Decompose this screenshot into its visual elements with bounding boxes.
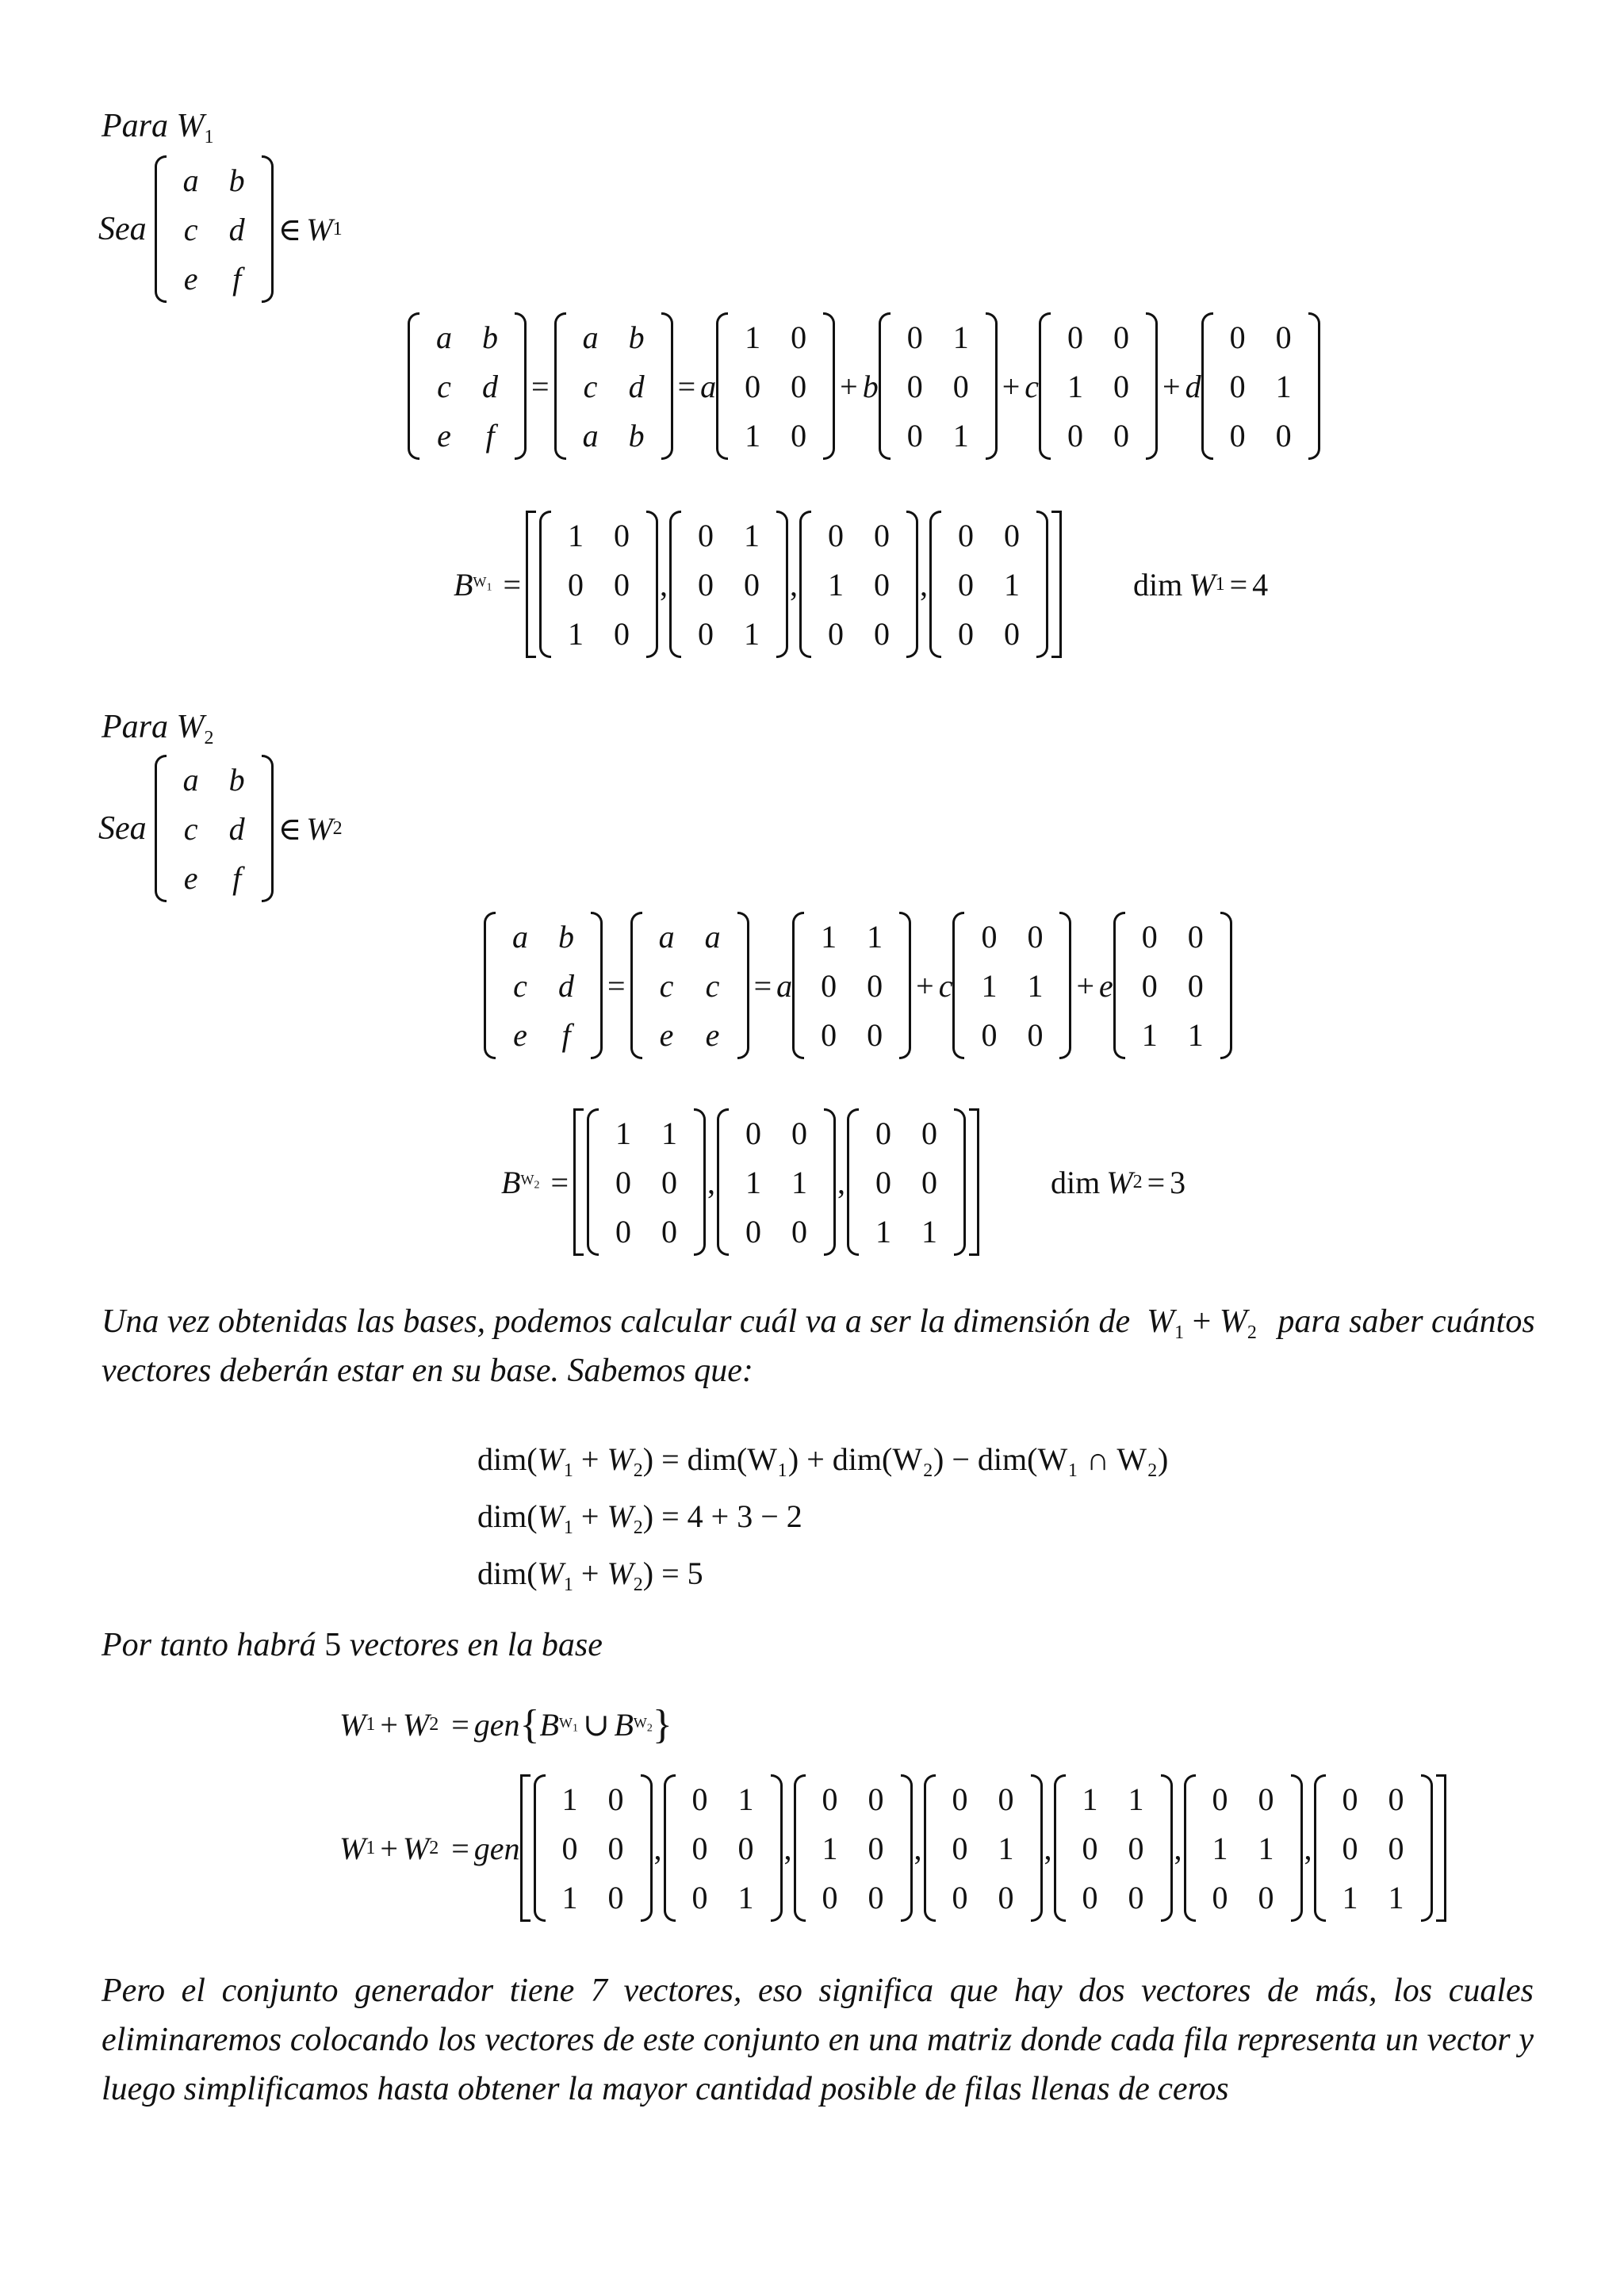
basis-matrix <box>879 312 998 460</box>
matrix-entry: 0 <box>1229 417 1246 453</box>
sea-w1-statement: Sea a b c d e f ∈ W 1 <box>98 155 343 303</box>
matrix-entry: f <box>232 260 242 297</box>
matrix-entry: a <box>704 918 721 955</box>
matrix-entry: c <box>437 368 451 404</box>
matrix-entry: 1 <box>1275 368 1292 404</box>
paragraph-text: vectores deberán estar en su base. Sabemos que: <box>102 1353 753 1389</box>
comma-separator: , <box>914 1830 922 1866</box>
paragraph-line: eliminaremos colocando los vectores de este conjunto en una matriz donde cada fila representa un vector y <box>102 2022 1534 2058</box>
matrix-entry: 0 <box>745 368 761 404</box>
dim-value-w1: 4 <box>1252 566 1269 603</box>
matrix-entry: 1 <box>981 967 998 1004</box>
matrix-entry: d <box>558 967 574 1004</box>
matrix-entry: 0 <box>1229 319 1246 355</box>
matrix-entry: 1 <box>1082 1781 1098 1817</box>
matrix-entry: a <box>658 918 675 955</box>
matrix-entry: 0 <box>828 517 844 553</box>
matrix-entry: 0 <box>868 1781 884 1817</box>
matrix-entry: 0 <box>958 517 974 553</box>
basis-matrix <box>847 1108 966 1256</box>
matrix-entry: 0 <box>745 1213 761 1249</box>
vector-count: 5 <box>324 1627 342 1663</box>
matrix-entry: 0 <box>875 1164 891 1200</box>
matrix-entry: 1 <box>1067 368 1084 404</box>
generic-matrix-w1 <box>155 155 274 303</box>
matrix-entry: 0 <box>958 615 974 652</box>
paragraph-line: luego simplificamos hasta obtener la mayor cantidad posible de filas llenas de ceros <box>102 2071 1229 2107</box>
matrix-entry: 0 <box>874 615 890 652</box>
basis-matrix <box>1113 912 1232 1059</box>
basis-matrix <box>924 1774 1043 1922</box>
matrix-entry: 0 <box>1342 1830 1358 1866</box>
matrix-entry: 1 <box>744 517 760 553</box>
basis-matrix <box>669 511 788 658</box>
matrix-entry: f <box>232 859 242 896</box>
matrix-entry: 0 <box>661 1164 677 1200</box>
paragraph-text: para saber cuántos <box>1277 1303 1535 1340</box>
matrix-entry: 0 <box>1128 1830 1144 1866</box>
coeff: a <box>700 368 717 404</box>
comma-separator: , <box>1174 1830 1182 1866</box>
matrix-entry: 0 <box>1027 918 1044 955</box>
matrix-entry: 0 <box>744 566 760 603</box>
dim-label: dim <box>1051 1164 1101 1200</box>
matrix-entry: b <box>482 319 498 355</box>
matrix-entry: 0 <box>1082 1830 1098 1866</box>
generic-matrix <box>484 912 603 1059</box>
matrix-entry: 1 <box>561 1781 578 1817</box>
matrix-entry: d <box>628 368 645 404</box>
matrix-entry: 1 <box>661 1115 677 1151</box>
matrix-entry: 0 <box>791 1115 807 1151</box>
matrix-entry: 1 <box>745 319 761 355</box>
basis-w1: B $W_1$ = 1 0 0 0 1 0 , 0 1 0 0 0 1 , 0 0 1 0 0 0 , 0 0 0 1 0 0 dim W 1 = 4 <box>454 511 1268 658</box>
matrix-entry: 1 <box>1027 967 1044 1004</box>
matrix-entry: 0 <box>791 368 807 404</box>
matrix-entry: 0 <box>561 1830 578 1866</box>
basis-set-w1 <box>526 511 1062 658</box>
formula-rhs: = 4 + 3 − 2 <box>661 1498 802 1534</box>
matrix-entry: 0 <box>691 1830 708 1866</box>
matrix-entry: 0 <box>1067 417 1084 453</box>
matrix-entry: 1 <box>737 1879 754 1915</box>
matrix-entry: 0 <box>615 1164 631 1200</box>
matrix-entry: 1 <box>744 615 760 652</box>
matrix-entry: 1 <box>822 1830 838 1866</box>
basis-matrix <box>1201 312 1320 460</box>
w1-decomposition: a b c d e f = a b c d a b = a 1 0 0 0 1 0 + b 0 1 0 0 0 1 + c 0 0 1 0 0 0 + d 0 0 0 1 0 0 <box>408 312 1320 460</box>
matrix-entry: c <box>183 810 198 847</box>
matrix-entry: 0 <box>1004 517 1020 553</box>
matrix-entry: c <box>183 211 198 247</box>
dimension-formula-line: $dim(W_1 + W_2) = 4 + 3 - 2$ <box>477 1498 802 1538</box>
matrix-entry: f <box>485 417 495 453</box>
matrix-entry: b <box>228 162 245 198</box>
matrix-entry: a <box>582 417 599 453</box>
para-label: Para <box>102 709 168 745</box>
matrix-entry: 1 <box>821 918 837 955</box>
matrix-entry: 0 <box>906 319 923 355</box>
matrix-entry: 0 <box>822 1879 838 1915</box>
basis-matrix <box>792 912 911 1059</box>
matrix-entry: 0 <box>821 1016 837 1053</box>
comma-separator: , <box>920 566 928 603</box>
matrix-entry: 0 <box>1113 319 1130 355</box>
coeff: b <box>862 368 879 404</box>
matrix-entry: 0 <box>1187 967 1204 1004</box>
matrix-entry: 0 <box>821 967 837 1004</box>
matrix-entry: 0 <box>874 517 890 553</box>
sea-w2-statement: Sea a b c d e f ∈ W 2 <box>98 755 343 902</box>
matrix-entry: 1 <box>952 319 969 355</box>
paragraph-bases-line1: Una vez obtenidas las bases, podemos calcular cuál va a ser la dimensión de $W_1 + W_2$ para saber cuántos <box>102 1303 1535 1343</box>
sum-gen-union: W 1 + W 2 = gen { B $W_1$ ∪ B $W_2$ } <box>339 1701 672 1747</box>
paragraph-text: Por tanto habrá <box>102 1627 316 1663</box>
matrix-entry: 0 <box>1027 1016 1044 1053</box>
comma-separator: , <box>1044 1830 1052 1866</box>
matrix-entry: 1 <box>952 417 969 453</box>
matrix-entry: 1 <box>867 918 883 955</box>
dimension-formula-line: $dim(W_1 + W_2) = 5$ <box>477 1556 703 1595</box>
matrix-entry: 0 <box>1388 1830 1404 1866</box>
matrix-entry: 0 <box>1004 615 1020 652</box>
matrix-entry: 0 <box>607 1879 624 1915</box>
matrix-entry: 0 <box>1342 1781 1358 1817</box>
dimension-formula-block <box>477 1437 1168 1608</box>
substituted-matrix <box>554 312 673 460</box>
matrix-entry: e <box>705 1016 720 1053</box>
matrix-entry: 0 <box>981 918 998 955</box>
paragraph-generator <box>102 1966 1534 2114</box>
matrix-entry: 0 <box>1212 1879 1228 1915</box>
matrix-entry: a <box>436 319 452 355</box>
matrix-entry: 1 <box>828 566 844 603</box>
matrix-entry: 0 <box>952 368 969 404</box>
matrix-entry: 0 <box>1141 918 1158 955</box>
basis-w2: B $W_2$ = 1 1 0 0 0 0 , 0 0 1 1 0 0 , 0 0 0 0 1 1 dim W 2 = 3 <box>501 1108 1185 1256</box>
comma-separator: , <box>1304 1830 1312 1866</box>
matrix-entry: 0 <box>874 566 890 603</box>
matrix-entry: 1 <box>568 615 584 652</box>
matrix-entry: 0 <box>906 417 923 453</box>
matrix-entry: 0 <box>952 1879 968 1915</box>
matrix-entry: 0 <box>952 1781 968 1817</box>
matrix-entry: 0 <box>691 1781 708 1817</box>
matrix-entry: 0 <box>698 517 714 553</box>
matrix-entry: 0 <box>998 1879 1014 1915</box>
para-label: Para <box>102 108 168 144</box>
matrix-entry: 0 <box>958 566 974 603</box>
para-w1-heading: Para $W_1$ <box>102 108 214 147</box>
matrix-entry: c <box>513 967 527 1004</box>
matrix-entry: 0 <box>1113 417 1130 453</box>
matrix-entry: 1 <box>1342 1879 1358 1915</box>
matrix-entry: 0 <box>875 1115 891 1151</box>
para-w2-heading: Para $W_2$ <box>102 709 214 748</box>
dim-value-w2: 3 <box>1170 1164 1186 1200</box>
basis-matrix <box>717 1108 836 1256</box>
matrix-entry: e <box>183 260 198 297</box>
matrix-entry: c <box>705 967 720 1004</box>
paragraph-text: Una vez obtenidas las bases, podemos calcular cuál va a ser la dimensión de <box>102 1303 1131 1340</box>
coeff: a <box>776 967 793 1004</box>
matrix-entry: 1 <box>737 1781 754 1817</box>
basis-matrix <box>1039 312 1158 460</box>
basis-matrix <box>952 912 1071 1059</box>
matrix-entry: 0 <box>1275 417 1292 453</box>
basis-matrix <box>1314 1774 1433 1922</box>
sum-gen-matrices: W 1 + W 2 = gen 1 0 0 0 1 0 , 0 1 0 0 0 1 , 0 0 1 0 0 0 , 0 0 0 1 0 0 , 1 1 0 0 0 0 , 0 0 1 1 0 0 , 0 0 0 0 1 1 <box>339 1774 1446 1922</box>
matrix-entry: d <box>228 211 245 247</box>
gen-label: gen <box>473 1830 520 1866</box>
matrix-entry: 0 <box>1187 918 1204 955</box>
matrix-entry: 0 <box>921 1164 937 1200</box>
matrix-entry: 0 <box>745 1115 761 1151</box>
matrix-entry: 0 <box>1229 368 1246 404</box>
matrix-entry: 0 <box>1275 319 1292 355</box>
matrix-entry: f <box>561 1016 571 1053</box>
coeff: e <box>1099 967 1113 1004</box>
w2-decomposition: a b c d e f = a a c c e e = a 1 1 0 0 0 0 + c 0 0 1 1 0 0 + e 0 0 0 0 1 1 <box>484 912 1232 1059</box>
matrix-entry: 1 <box>568 517 584 553</box>
paragraph-line: Pero el conjunto generador tiene 7 vectores, eso significa que hay dos vectores de más, los cuales <box>102 1973 1534 2009</box>
substituted-matrix <box>630 912 749 1059</box>
matrix-entry: 0 <box>1258 1781 1274 1817</box>
comma-separator: , <box>707 1164 715 1200</box>
formula-rhs: = dim(W₁) + dim(W₂) − dim(W₁ ∩ W₂) <box>661 1441 1169 1477</box>
coeff: c <box>938 967 953 1004</box>
basis-matrix <box>716 312 835 460</box>
comma-separator: , <box>653 1830 662 1866</box>
matrix-entry: d <box>482 368 498 404</box>
matrix-entry: 0 <box>1141 967 1158 1004</box>
matrix-entry: 0 <box>614 517 630 553</box>
matrix-entry: 0 <box>1067 319 1084 355</box>
basis-matrix <box>587 1108 706 1256</box>
matrix-entry: 1 <box>745 417 761 453</box>
comma-separator: , <box>660 566 668 603</box>
comma-separator: , <box>790 566 798 603</box>
basis-set-w2 <box>573 1108 979 1256</box>
matrix-entry: 1 <box>745 1164 761 1200</box>
matrix-entry: d <box>228 810 245 847</box>
matrix-entry: 0 <box>1258 1879 1274 1915</box>
paragraph-text: vectores en la base <box>349 1627 603 1663</box>
matrix-entry: e <box>183 859 198 896</box>
matrix-entry: 1 <box>921 1213 937 1249</box>
matrix-entry: e <box>513 1016 527 1053</box>
matrix-entry: b <box>558 918 574 955</box>
matrix-entry: b <box>228 761 245 798</box>
matrix-entry: 0 <box>698 566 714 603</box>
coeff: d <box>1185 368 1201 404</box>
matrix-entry: a <box>182 761 199 798</box>
basis-matrix <box>799 511 918 658</box>
matrix-entry: 0 <box>867 1016 883 1053</box>
matrix-entry: 0 <box>607 1830 624 1866</box>
matrix-entry: 0 <box>1212 1781 1228 1817</box>
matrix-entry: e <box>659 1016 674 1053</box>
matrix-entry: 0 <box>698 615 714 652</box>
matrix-entry: 0 <box>615 1213 631 1249</box>
matrix-entry: 1 <box>1258 1830 1274 1866</box>
basis-matrix <box>794 1774 913 1922</box>
matrix-entry: 1 <box>1004 566 1020 603</box>
matrix-entry: 1 <box>1187 1016 1204 1053</box>
matrix-entry: 0 <box>791 319 807 355</box>
matrix-entry: c <box>659 967 674 1004</box>
matrix-entry: 1 <box>1388 1879 1404 1915</box>
matrix-entry: a <box>512 918 528 955</box>
matrix-entry: 0 <box>614 615 630 652</box>
basis-matrix <box>1184 1774 1303 1922</box>
matrix-entry: b <box>628 417 645 453</box>
matrix-entry: 0 <box>998 1781 1014 1817</box>
matrix-entry: 0 <box>568 566 584 603</box>
matrix-entry: 1 <box>561 1879 578 1915</box>
matrix-entry: 0 <box>1388 1781 1404 1817</box>
generator-set <box>520 1774 1446 1922</box>
matrix-entry: 0 <box>822 1781 838 1817</box>
matrix-entry: 0 <box>737 1830 754 1866</box>
matrix-entry: a <box>582 319 599 355</box>
matrix-entry: 0 <box>691 1879 708 1915</box>
matrix-entry: 0 <box>867 967 883 1004</box>
matrix-entry: 1 <box>615 1115 631 1151</box>
dimension-formula-line: $dim(W_1 + W_2) = dim(W_1) + dim(W_2) - dim(W_1$ ∩ W₂) <box>477 1441 1169 1481</box>
matrix-entry: 1 <box>1141 1016 1158 1053</box>
matrix-entry: 1 <box>875 1213 891 1249</box>
dim-label: dim <box>1133 566 1183 603</box>
paragraph-vector-count <box>102 1628 603 1662</box>
matrix-entry: 0 <box>791 417 807 453</box>
comma-separator: , <box>783 1830 792 1866</box>
sea-label: Sea <box>98 810 147 847</box>
matrix-entry: 0 <box>828 615 844 652</box>
matrix-entry: 1 <box>1128 1781 1144 1817</box>
formula-rhs: = 5 <box>661 1556 703 1591</box>
generic-matrix <box>408 312 527 460</box>
basis-matrix <box>539 511 658 658</box>
matrix-entry: 0 <box>661 1213 677 1249</box>
sea-label: Sea <box>98 211 147 247</box>
matrix-entry: 0 <box>791 1213 807 1249</box>
comma-separator: , <box>837 1164 845 1200</box>
matrix-entry: 0 <box>906 368 923 404</box>
basis-matrix <box>929 511 1048 658</box>
basis-matrix <box>664 1774 783 1922</box>
matrix-entry: 1 <box>998 1830 1014 1866</box>
matrix-entry: 0 <box>1113 368 1130 404</box>
basis-matrix <box>1054 1774 1173 1922</box>
matrix-entry: 0 <box>952 1830 968 1866</box>
paragraph-bases-line2 <box>102 1354 753 1387</box>
matrix-entry: a <box>182 162 199 198</box>
matrix-entry: e <box>437 417 451 453</box>
matrix-entry: 0 <box>868 1879 884 1915</box>
coeff: c <box>1025 368 1040 404</box>
matrix-entry: 0 <box>607 1781 624 1817</box>
matrix-entry: 0 <box>1082 1879 1098 1915</box>
matrix-entry: 1 <box>1212 1830 1228 1866</box>
matrix-entry: 1 <box>791 1164 807 1200</box>
matrix-entry: 0 <box>921 1115 937 1151</box>
matrix-entry: 0 <box>614 566 630 603</box>
matrix-entry: 0 <box>981 1016 998 1053</box>
matrix-entry: b <box>628 319 645 355</box>
generic-matrix-w2 <box>155 755 274 902</box>
gen-label: gen <box>473 1707 520 1743</box>
matrix-entry: c <box>583 368 598 404</box>
matrix-entry: 0 <box>868 1830 884 1866</box>
matrix-entry: 0 <box>1128 1879 1144 1915</box>
basis-matrix <box>534 1774 653 1922</box>
